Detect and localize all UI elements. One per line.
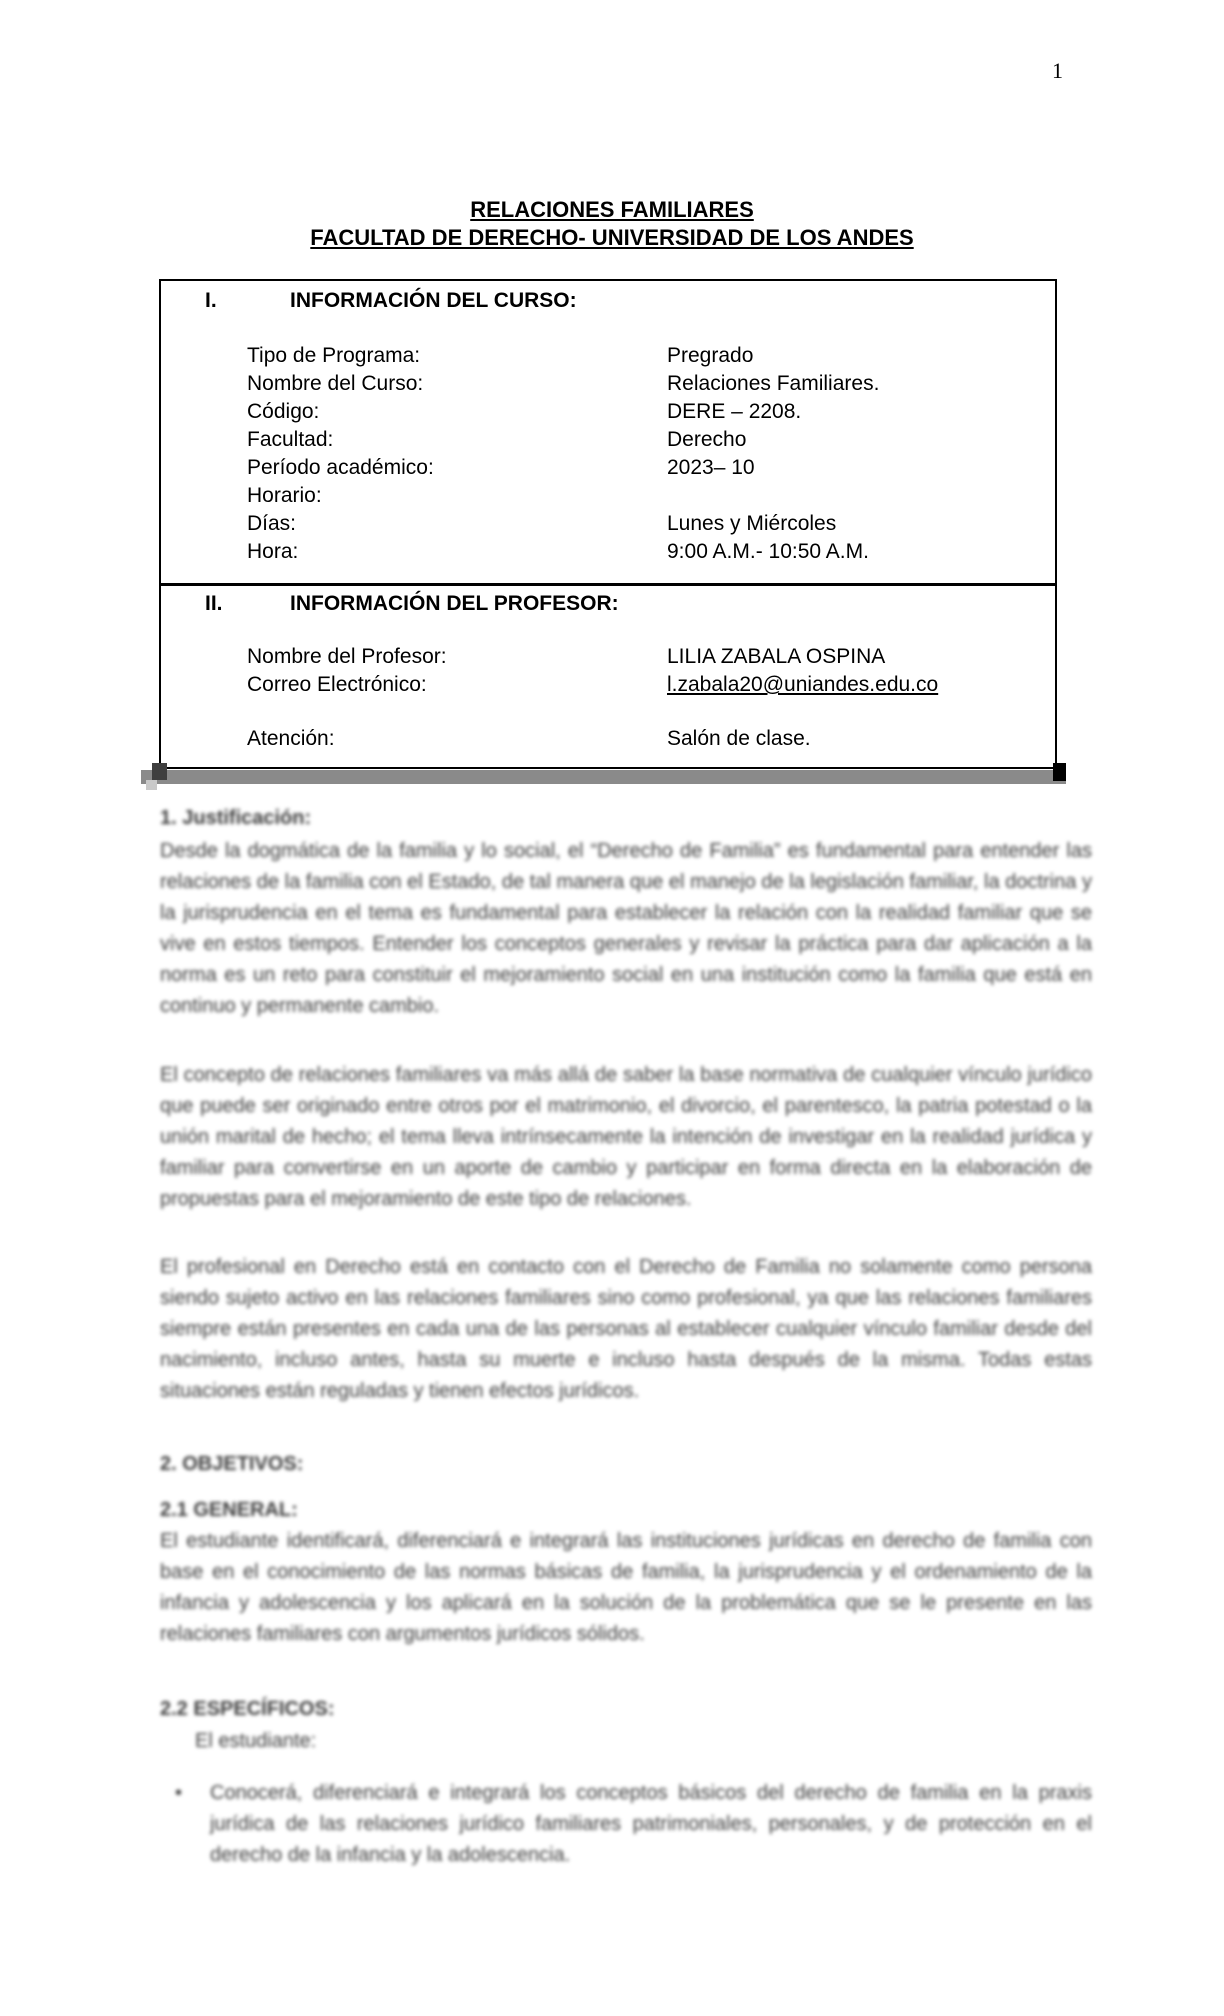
row-label: Tipo de Programa:: [247, 344, 421, 367]
table-shadow-cap-left-light: [146, 780, 157, 790]
row-label: Días:: [247, 512, 297, 535]
table-row: [161, 342, 1055, 370]
table-row: [161, 671, 1055, 699]
table-row: [161, 510, 1055, 538]
row-value: Salón de clase.: [667, 727, 811, 750]
row-label: Código:: [247, 400, 320, 423]
table-row: [161, 643, 1055, 671]
table-row: [161, 426, 1055, 454]
row-label: Atención:: [247, 727, 335, 750]
table-shadow-bar: [141, 770, 1066, 784]
justification-paragraph-2: El concepto de relaciones familiares va más allá de saber la base normativa de cualquier vínculo jurídico que puede ser originado entre otros por el matrimonio, el divorcio, el parentesco, la patria potestad o la unión marital de hecho; el tema lleva intrínsecamente la intención de investigar en la realidad jurídica y familiar para convertirse en un aporte de cambio y participar en forma directa en la elaboración de propuestas para el mejoramiento de este tipo de relaciones.: [160, 1064, 1092, 1210]
table-row: [161, 454, 1055, 482]
objectives-specific-intro: El estudiante:: [195, 1730, 317, 1752]
page-number: 1: [1052, 58, 1063, 83]
row-label: Nombre del Profesor:: [247, 645, 447, 668]
section-course-title: INFORMACIÓN DEL CURSO:: [290, 289, 577, 312]
list-item: [160, 1778, 1092, 1871]
row-value: Derecho: [667, 428, 747, 451]
row-value: 2023– 10: [667, 456, 755, 479]
row-label: Facultad:: [247, 428, 334, 451]
professor-email-link[interactable]: l.zabala20@uniandes.edu.co: [667, 673, 939, 696]
table-section-divider: [161, 583, 1055, 586]
section-course-number: I.: [205, 289, 217, 312]
title-line-2: FACULTAD DE DERECHO- UNIVERSIDAD DE LOS ANDES: [310, 225, 914, 250]
objectives-general-text: El estudiante identificará, diferenciará e integrará las instituciones jurídicas en derecho de familia con base en el conocimiento de las normas básicas de familia, la jurisprudencia y el ordenamiento de la infancia y adolescencia y los aplicará en la solución de la problemática que se le presente en las relaciones familiares con argumentos jurídicos sólidos.: [160, 1530, 1092, 1645]
section-professor-heading: [161, 591, 1055, 617]
section-course-heading: [161, 288, 1055, 314]
row-label: Hora:: [247, 540, 299, 563]
row-label: Correo Electrónico:: [247, 673, 427, 696]
row-value: 9:00 A.M.- 10:50 A.M.: [667, 540, 869, 563]
section-professor-title: INFORMACIÓN DEL PROFESOR:: [290, 592, 619, 615]
row-label: Horario:: [247, 484, 322, 507]
info-table: [159, 279, 1057, 769]
table-row: [161, 370, 1055, 398]
bullet-icon: •: [175, 1782, 183, 1804]
course-info-rows: [161, 342, 1055, 566]
row-value: Pregrado: [667, 344, 754, 367]
objectives-heading: 2. OBJETIVOS:: [160, 1453, 304, 1475]
row-value: DERE – 2208.: [667, 400, 802, 423]
table-shadow-cap-left: [152, 763, 167, 780]
bullet-text: Conocerá, diferenciará e integrará los conceptos básicos del derecho de familia en la praxis jurídica de las relaciones jurídico familiares patrimoniales, personales, y de protección en el derecho de la infancia y la adolescencia.: [210, 1782, 1092, 1866]
table-shadow-cap-right: [1053, 763, 1066, 781]
justification-heading: 1. Justificación:: [160, 807, 312, 829]
row-value: LILIA ZABALA OSPINA: [667, 645, 886, 668]
row-label: Período académico:: [247, 456, 434, 479]
table-row: [161, 482, 1055, 510]
table-row: [161, 725, 1055, 753]
title-line-1: RELACIONES FAMILIARES: [470, 197, 754, 222]
justification-paragraph-1: Desde la dogmática de la familia y lo social, el “Derecho de Familia” es fundamental para entender las relaciones de la familia con el Estado, de tal manera que el manejo de la legislación familiar, la doctrina y la jurisprudencia en el tema es fundamental para establecer la relación con la realidad familiar que se vive en estos tiempos. Entender los conceptos generales y revisar la práctica para dar aplicación a la norma es un reto para constituir el mejoramiento social en una institución como la familia que está en continuo y permanente cambio.: [160, 840, 1092, 1017]
row-value: [667, 482, 1055, 510]
section-professor-number: II.: [205, 592, 223, 615]
row-value: Lunes y Miércoles: [667, 512, 837, 535]
objectives-specific-heading: 2.2 ESPECÍFICOS:: [160, 1698, 335, 1720]
document-title: [0, 196, 1224, 252]
row-value: Relaciones Familiares.: [667, 372, 880, 395]
justification-paragraph-3: El profesional en Derecho está en contacto con el Derecho de Familia no solamente como persona siendo sujeto activo en las relaciones familiares sino como profesional, ya que las relaciones familiares siempre están presentes en cada una de las personas al establecer cualquier vínculo familiar desde del nacimiento, incluso antes, hasta su muerte e incluso hasta después de la misma. Todas estas situaciones están reguladas y tienen efectos jurídicos.: [160, 1256, 1092, 1402]
row-label: Nombre del Curso:: [247, 372, 424, 395]
objectives-general-heading: 2.1 GENERAL:: [160, 1499, 298, 1521]
table-row: [161, 398, 1055, 426]
table-row: [161, 538, 1055, 566]
professor-info-rows: [161, 643, 1055, 753]
